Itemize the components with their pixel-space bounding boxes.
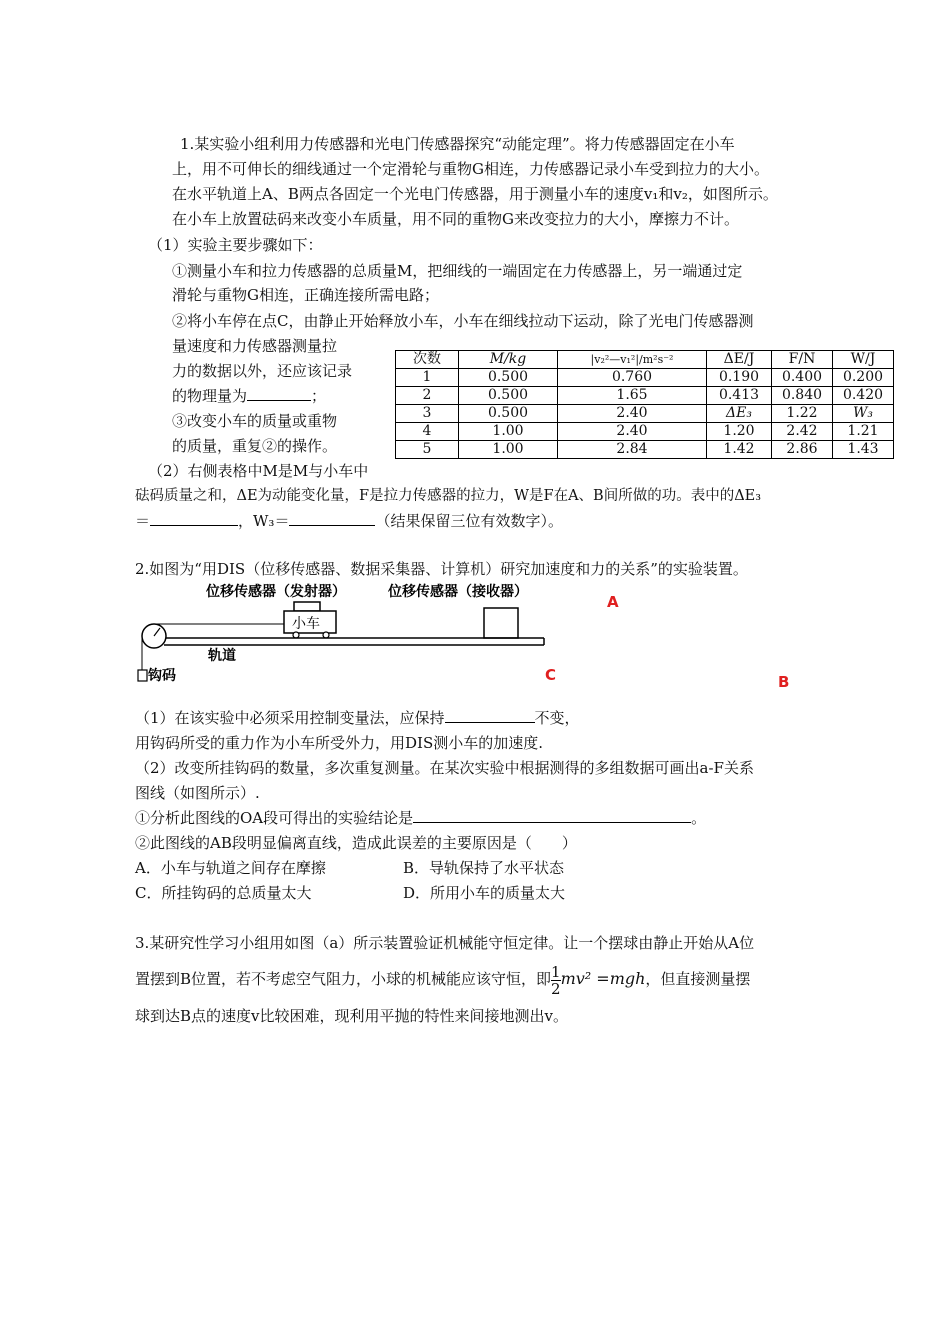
q2-car-wheel <box>323 632 329 638</box>
q1-line-3: 在水平轨道上A、B两点各固定一个光电门传感器，用于测量小车的速度v₁和v₂，如图所示。 <box>172 185 778 203</box>
table-cell: 0.500 <box>459 387 558 405</box>
q2-weight <box>138 670 147 681</box>
table-cell: 3 <box>396 405 459 423</box>
q1-line-2: 上，用不可伸长的细线通过一个定滑轮与重物G相连，力传感器记录小车受到拉力的大小。 <box>172 160 769 178</box>
table-cell: 1.21 <box>833 423 894 441</box>
table-cell: 4 <box>396 423 459 441</box>
q1-step-heading: （1）实验主要步骤如下： <box>148 236 323 254</box>
q1-step-1b: 滑轮与重物G相连，正确连接所需电路； <box>172 286 439 304</box>
q1-de3-blank[interactable] <box>150 511 238 526</box>
q3-fraction <box>551 964 561 997</box>
table-header: 次数 <box>396 351 459 369</box>
q2-conclusion-end: 。 <box>691 809 707 827</box>
q2-conclusion-blank[interactable] <box>413 808 691 823</box>
q1-quantity-end: ； <box>311 387 327 405</box>
table-header: F/N <box>772 351 833 369</box>
q3-line-2-pre: 置摆到B位置，若不考虑空气阻力，小球的机械能应该守恒，即 <box>135 970 552 988</box>
table-cell: 1 <box>396 369 459 387</box>
q2-option-b[interactable]: B．导轨保持了水平状态 <box>403 859 565 877</box>
table-cell: 2.86 <box>772 441 833 459</box>
q2-label-emitter: 位移传感器（发射器） <box>206 584 346 600</box>
q3-line-2-post: ，但直接测量摆 <box>645 970 751 988</box>
table-cell: W₃ <box>833 405 894 423</box>
table-cell: 1.00 <box>459 423 558 441</box>
q1-step-1a: ①测量小车和拉力传感器的总质量M，把细线的一端固定在力传感器上，另一端通过定 <box>172 262 743 280</box>
q2-receiver-box <box>484 608 518 638</box>
q2-hold-label: （1）在该实验中必须采用控制变量法，应保持 <box>135 709 445 727</box>
table-cell: 0.190 <box>707 369 772 387</box>
q1-data-table <box>395 350 894 459</box>
q2-marker-b: B <box>778 673 790 691</box>
table-row <box>396 369 894 387</box>
table-row <box>396 441 894 459</box>
q1-de3-eq: ＝ <box>135 512 151 530</box>
q1-w3-blank[interactable] <box>289 511 375 526</box>
table-cell: ΔE₃ <box>707 405 772 423</box>
table-cell: 2 <box>396 387 459 405</box>
table-cell: 0.760 <box>558 369 707 387</box>
q2-conclusion-label: ①分析此图线的OA段可得出的实验结论是 <box>135 809 414 827</box>
q2-title: 2.如图为“用DIS（位移传感器、数据采集器、计算机）研究加速度和力的关系”的实验装置。 <box>135 560 748 578</box>
table-header: |v₂²—v₁²|/m²s⁻² <box>558 351 707 369</box>
q2-part1a <box>135 708 580 728</box>
q2-option-c[interactable]: C．所挂钩码的总质量太大 <box>135 884 312 902</box>
q1-part2a: （2）右侧表格中M是M与小车中 <box>148 462 369 480</box>
q3-line-2 <box>135 962 750 997</box>
q2-label-weight: 钩码 <box>148 668 176 684</box>
table-row <box>396 423 894 441</box>
q1-line-1: 1.某实验小组利用力传感器和光电门传感器探究“动能定理”。将力传感器固定在小车 <box>180 135 735 153</box>
table-cell: 1.00 <box>459 441 558 459</box>
q2-hold-blank[interactable] <box>445 708 535 723</box>
q3-formula: mv² =mgh <box>560 969 646 988</box>
q2-emitter-box <box>294 602 320 611</box>
q1-w3-eq: ，W₃＝ <box>238 512 290 530</box>
table-cell: 0.413 <box>707 387 772 405</box>
table-cell: 5 <box>396 441 459 459</box>
table-header: M/kg <box>459 351 558 369</box>
q1-step-2c: 力的数据以外，还应该记录 <box>172 362 353 380</box>
q3-frac-num: 1 <box>551 962 561 981</box>
q2-sub1 <box>135 808 706 828</box>
q2-part1b: 用钩码所受的重力作为小车所受外力，用DIS测小车的加速度. <box>135 734 543 752</box>
table-header: W/J <box>833 351 894 369</box>
q1-step-2b: 量速度和力传感器测量拉 <box>172 337 338 355</box>
q2-hold-end: 不变， <box>534 709 580 727</box>
table-cell: 0.420 <box>833 387 894 405</box>
q3-line-3: 球到达B点的速度v比较困难，现利用平抛的特性来间接地测出v。 <box>135 1007 568 1025</box>
table-cell: 1.20 <box>707 423 772 441</box>
q1-quantity-blank[interactable] <box>247 386 311 401</box>
q1-result-note: （结果保留三位有效数字）。 <box>375 512 563 530</box>
q1-part2b: 砝码质量之和，ΔE为动能变化量，F是拉力传感器的拉力，W是F在A、B间所做的功。表中的ΔE₃ <box>135 488 762 504</box>
q1-line-4: 在小车上放置砝码来改变小车质量，用不同的重物G来改变拉力的大小，摩擦力不计。 <box>172 210 739 228</box>
table-cell: 2.40 <box>558 405 707 423</box>
q1-part2c <box>135 511 563 531</box>
q2-option-a[interactable]: A．小车与轨道之间存在摩擦 <box>135 859 326 877</box>
q3-frac-den: 2 <box>551 979 561 998</box>
q2-car-wheel <box>293 632 299 638</box>
q2-option-d[interactable]: D．所用小车的质量太大 <box>403 884 566 902</box>
q1-step-3a: ③改变小车的质量或重物 <box>172 412 338 430</box>
q2-label-car: 小车 <box>292 616 320 632</box>
q2-part2b: 图线（如图所示）. <box>135 784 260 802</box>
table-cell: 0.500 <box>459 369 558 387</box>
q1-step-3b: 的质量，重复②的操作。 <box>172 437 338 455</box>
table-cell: 1.22 <box>772 405 833 423</box>
table-cell: 2.40 <box>558 423 707 441</box>
table-cell: 0.400 <box>772 369 833 387</box>
table-cell: 2.84 <box>558 441 707 459</box>
q2-part2a: （2）改变所挂钩码的数量，多次重复测量。在某次实验中根据测得的多组数据可画出a-F关系 <box>135 759 754 777</box>
q1-step-2d <box>172 386 326 406</box>
table-header-row <box>396 351 894 369</box>
q2-label-receiver: 位移传感器（接收器） <box>388 584 528 600</box>
table-header: ΔE/J <box>707 351 772 369</box>
table-cell: 0.840 <box>772 387 833 405</box>
table-cell: 0.500 <box>459 405 558 423</box>
table-cell: 0.200 <box>833 369 894 387</box>
table-row <box>396 405 894 423</box>
table-row <box>396 387 894 405</box>
q1-step-2a: ②将小车停在点C，由静止开始释放小车，小车在细线拉动下运动，除了光电门传感器测 <box>172 312 754 330</box>
table-cell: 2.42 <box>772 423 833 441</box>
table-cell: 1.43 <box>833 441 894 459</box>
q3-line-1: 3.某研究性学习小组用如图（a）所示装置验证机械能守恒定律。让一个摆球由静止开始从A位 <box>135 934 755 952</box>
q2-apparatus-figure <box>130 580 710 690</box>
q2-sub2: ②此图线的AB段明显偏离直线，造成此误差的主要原因是（ ） <box>135 834 577 852</box>
q1-quantity-label: 的物理量为 <box>172 387 248 405</box>
q2-marker-a: A <box>607 593 619 611</box>
q2-label-track: 轨道 <box>208 648 236 664</box>
table-cell: 1.42 <box>707 441 772 459</box>
table-cell: 1.65 <box>558 387 707 405</box>
q2-marker-c: C <box>545 666 557 684</box>
